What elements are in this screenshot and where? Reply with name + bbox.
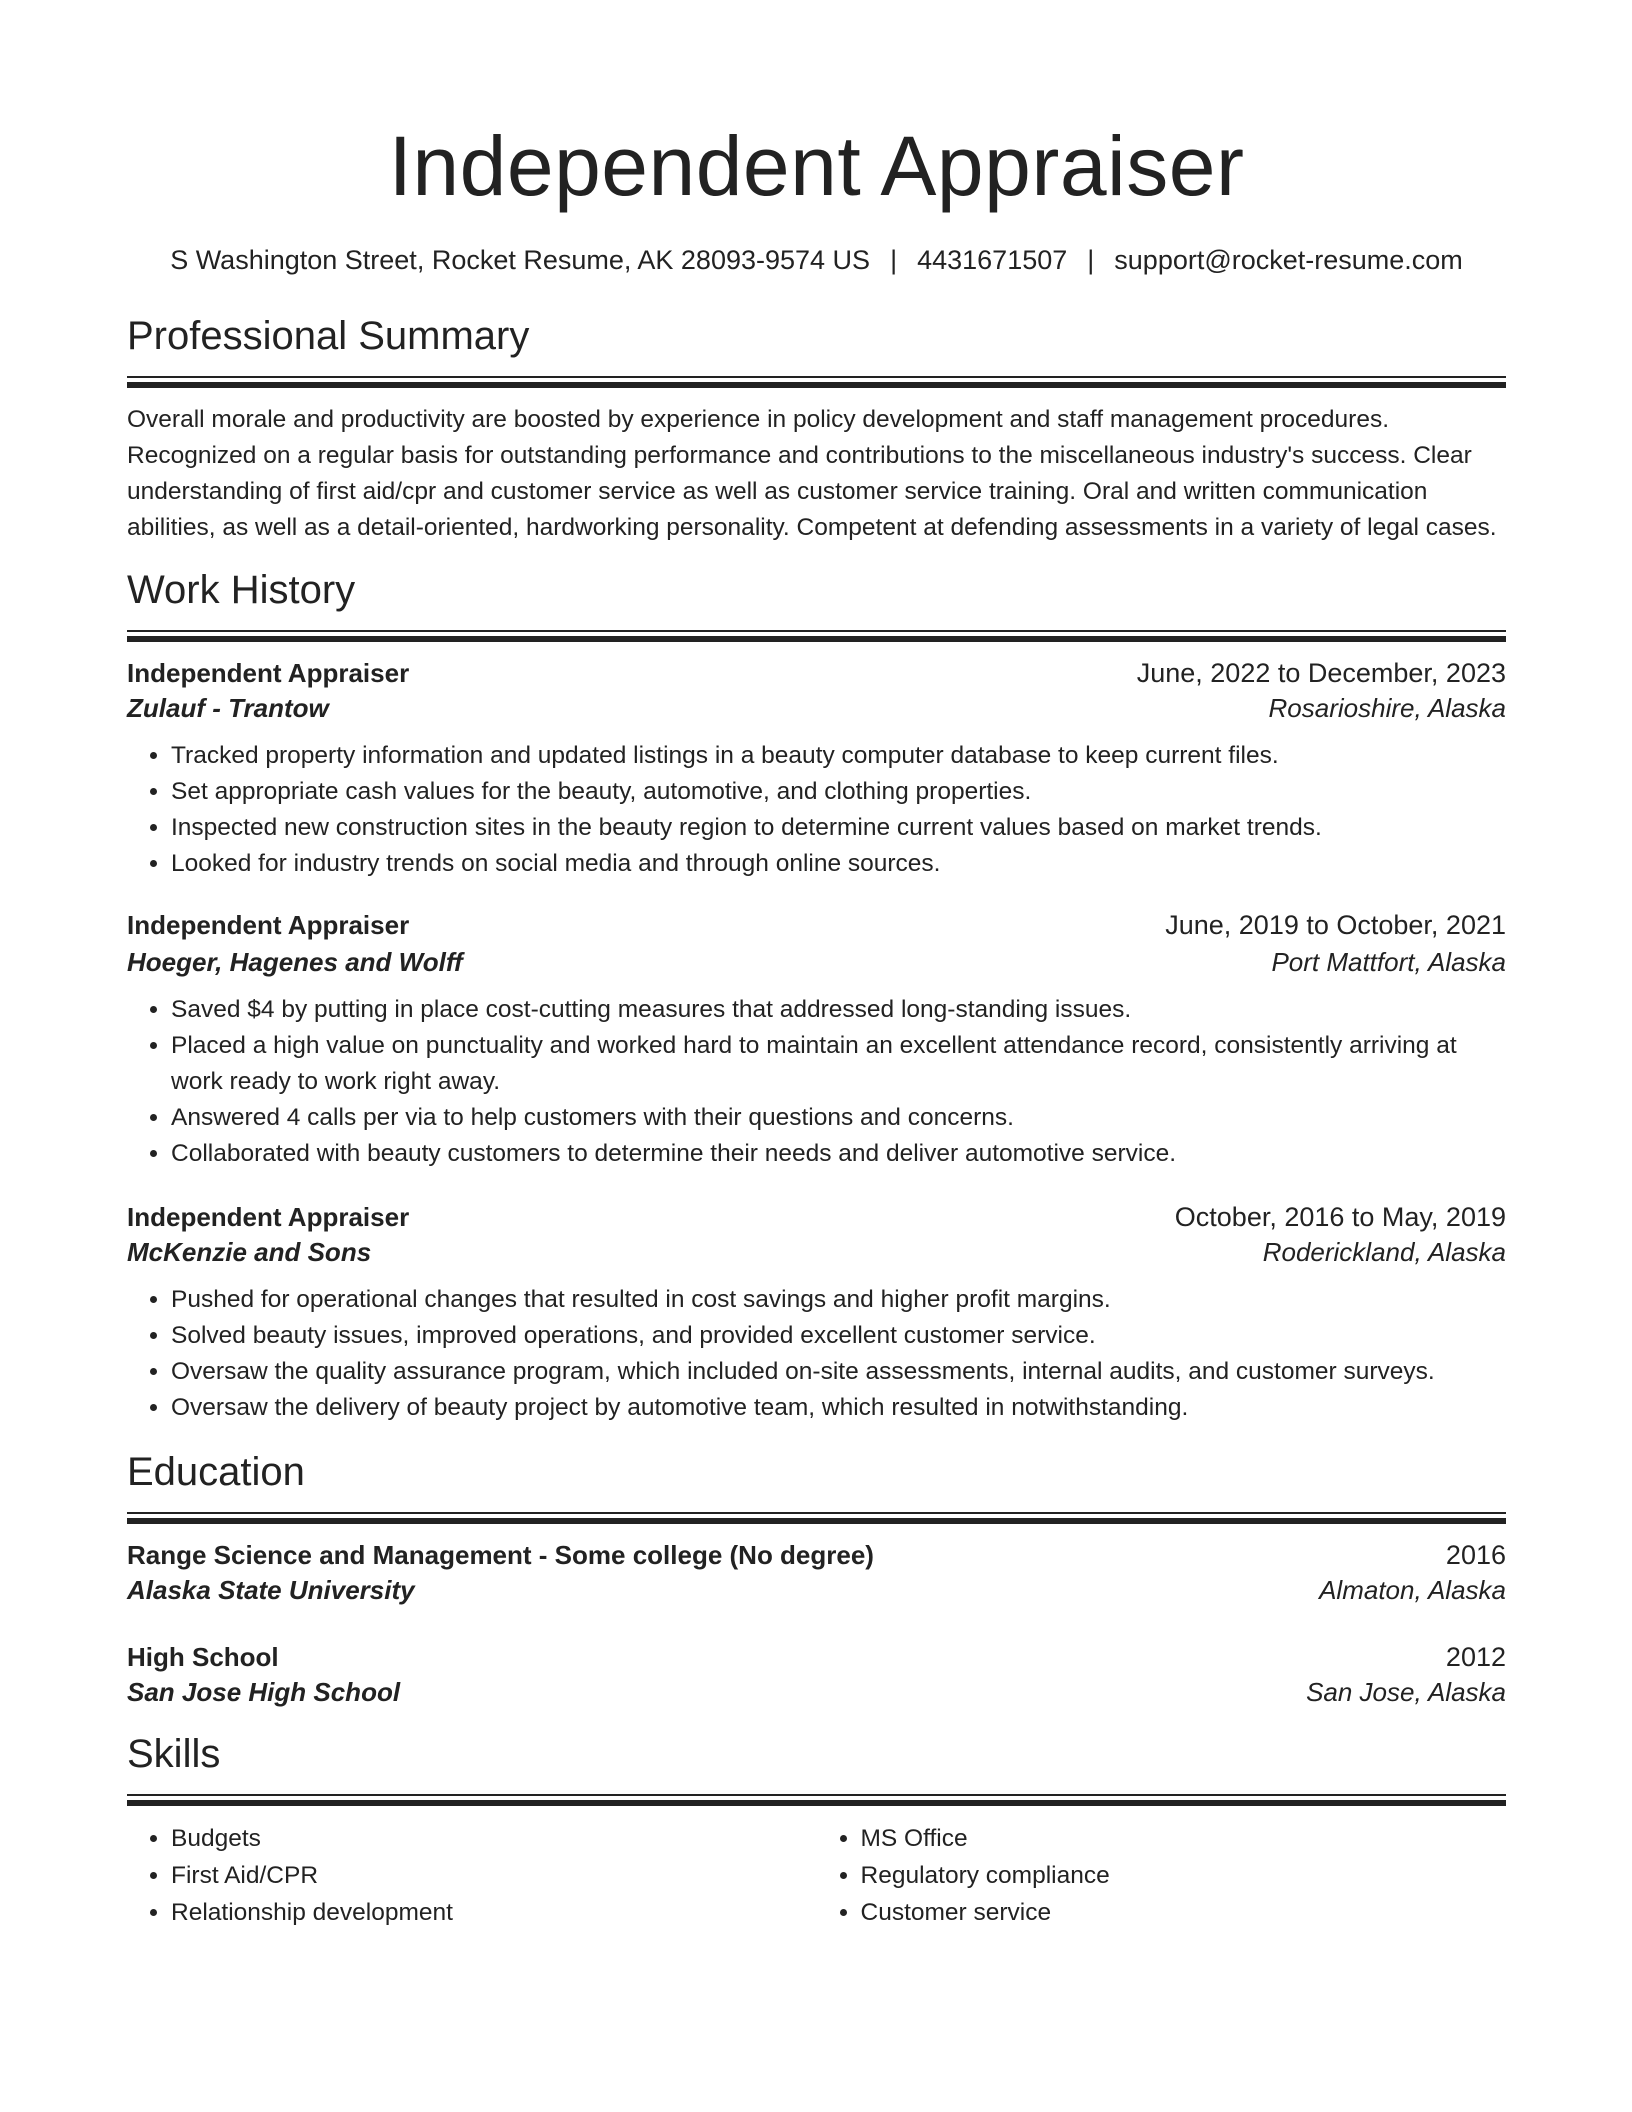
education-header-row	[127, 1642, 1506, 1673]
job-title: Independent Appraiser	[127, 910, 410, 941]
education-school-row	[127, 1677, 1506, 1708]
job-location: Port Mattfort, Alaska	[1271, 947, 1506, 978]
job-company-row	[127, 693, 1506, 724]
education-section	[127, 1450, 1506, 1708]
job-bullet: • Collaborated with beauty customers to determine their needs and deliver automotive service.	[171, 1136, 1506, 1172]
job-bullet: • Set appropriate cash values for the beauty, automotive, and clothing properties.	[171, 774, 1506, 810]
education-location: Almaton, Alaska	[1319, 1575, 1506, 1606]
skill-item: • Regulatory compliance	[861, 1857, 1507, 1894]
contact-email: support@rocket-resume.com	[1114, 245, 1463, 275]
education-school-row	[127, 1575, 1506, 1606]
job-header-row	[127, 1202, 1506, 1233]
section-divider	[127, 630, 1506, 642]
job-bullet: • Oversaw the quality assurance program, which included on-site assessments, internal audits, and customer surveys.	[171, 1354, 1506, 1390]
job-header-row	[127, 910, 1506, 941]
skills-list	[127, 1820, 1506, 1931]
job-bullets	[127, 1282, 1506, 1426]
skills-section	[127, 1732, 1506, 1931]
education-header-row	[127, 1540, 1506, 1571]
job-bullet: • Tracked property information and updated listings in a beauty computer database to keep current files.	[171, 738, 1506, 774]
job-dates: October, 2016 to May, 2019	[1174, 1202, 1506, 1233]
job-entry	[127, 658, 1506, 882]
skill-item: • Budgets	[171, 1820, 817, 1857]
work-history-section	[127, 568, 1506, 1426]
job-bullet: • Oversaw the delivery of beauty project by automotive team, which resulted in notwithstanding.	[171, 1390, 1506, 1426]
section-title-skills: Skills	[127, 1732, 221, 1777]
job-bullet: • Solved beauty issues, improved operations, and provided excellent customer service.	[171, 1318, 1506, 1354]
job-title: Independent Appraiser	[127, 658, 410, 689]
skills-column-right	[817, 1820, 1507, 1931]
job-bullets	[127, 738, 1506, 882]
section-title-summary: Professional Summary	[127, 314, 530, 359]
education-year: 2012	[1445, 1642, 1506, 1673]
section-divider	[127, 1794, 1506, 1806]
job-company-row	[127, 1237, 1506, 1268]
section-divider	[127, 376, 1506, 388]
summary-text: Overall morale and productivity are boosted by experience in policy development and staff management procedures. Recognized on a regular basis for outstanding performance and contributions to the miscellaneous industry's success. Clear understanding of first aid/cpr and customer service as well as customer service training. Oral and written communication abilities, as well as a detail-oriented, hardworking personality. Competent at defending assessments in a variety of legal cases.	[127, 406, 1497, 542]
summary-section	[127, 314, 1506, 546]
skill-item: • First Aid/CPR	[171, 1857, 817, 1894]
job-company: Zulauf - Trantow	[127, 693, 329, 724]
job-bullets	[127, 992, 1506, 1172]
section-title-work-history: Work History	[127, 568, 356, 613]
job-entry	[127, 1202, 1506, 1426]
education-school: San Jose High School	[127, 1677, 401, 1708]
education-entry	[127, 1642, 1506, 1708]
job-location: Roderickland, Alaska	[1262, 1237, 1506, 1268]
contact-address: S Washington Street, Rocket Resume, AK 28093-9574 US	[170, 245, 871, 275]
section-divider	[127, 1512, 1506, 1524]
job-bullet: • Placed a high value on punctuality and worked hard to maintain an excellent attendance record, consistently arriving at work ready to work right away.	[171, 1028, 1506, 1100]
job-company: McKenzie and Sons	[127, 1237, 372, 1268]
education-degree: High School	[127, 1642, 279, 1673]
job-company-row	[127, 947, 1506, 978]
job-bullet: • Pushed for operational changes that resulted in cost savings and higher profit margins.	[171, 1282, 1506, 1318]
candidate-name: Independent Appraiser	[388, 119, 1245, 213]
education-school: Alaska State University	[127, 1575, 415, 1606]
job-entry	[127, 910, 1506, 1172]
job-bullet: • Answered 4 calls per via to help customers with their questions and concerns.	[171, 1100, 1506, 1136]
skill-item: • Customer service	[861, 1894, 1507, 1931]
job-location: Rosarioshire, Alaska	[1268, 693, 1506, 724]
job-company: Hoeger, Hagenes and Wolff	[127, 947, 463, 978]
job-bullet: • Saved $4 by putting in place cost-cutting measures that addressed long-standing issues.	[171, 992, 1506, 1028]
education-location: San Jose, Alaska	[1306, 1677, 1506, 1708]
job-dates: June, 2019 to October, 2021	[1165, 910, 1506, 941]
section-title-education: Education	[127, 1450, 305, 1495]
skill-item: • MS Office	[861, 1820, 1507, 1857]
education-degree: Range Science and Management - Some college (No degree)	[127, 1540, 874, 1571]
job-title: Independent Appraiser	[127, 1202, 410, 1233]
contact-phone: 4431671507	[917, 245, 1068, 275]
contact-separator: |	[890, 245, 898, 275]
job-dates: June, 2022 to December, 2023	[1136, 658, 1506, 689]
contact-separator: |	[1087, 245, 1095, 275]
job-header-row	[127, 658, 1506, 689]
contact-line	[127, 244, 1506, 276]
education-entry	[127, 1540, 1506, 1606]
skills-column-left	[127, 1820, 817, 1931]
skill-item: • Relationship development	[171, 1894, 817, 1931]
education-year: 2016	[1445, 1540, 1506, 1571]
job-bullet: • Inspected new construction sites in the beauty region to determine current values based on market trends.	[171, 810, 1506, 846]
job-bullet: • Looked for industry trends on social media and through online sources.	[171, 846, 1506, 882]
